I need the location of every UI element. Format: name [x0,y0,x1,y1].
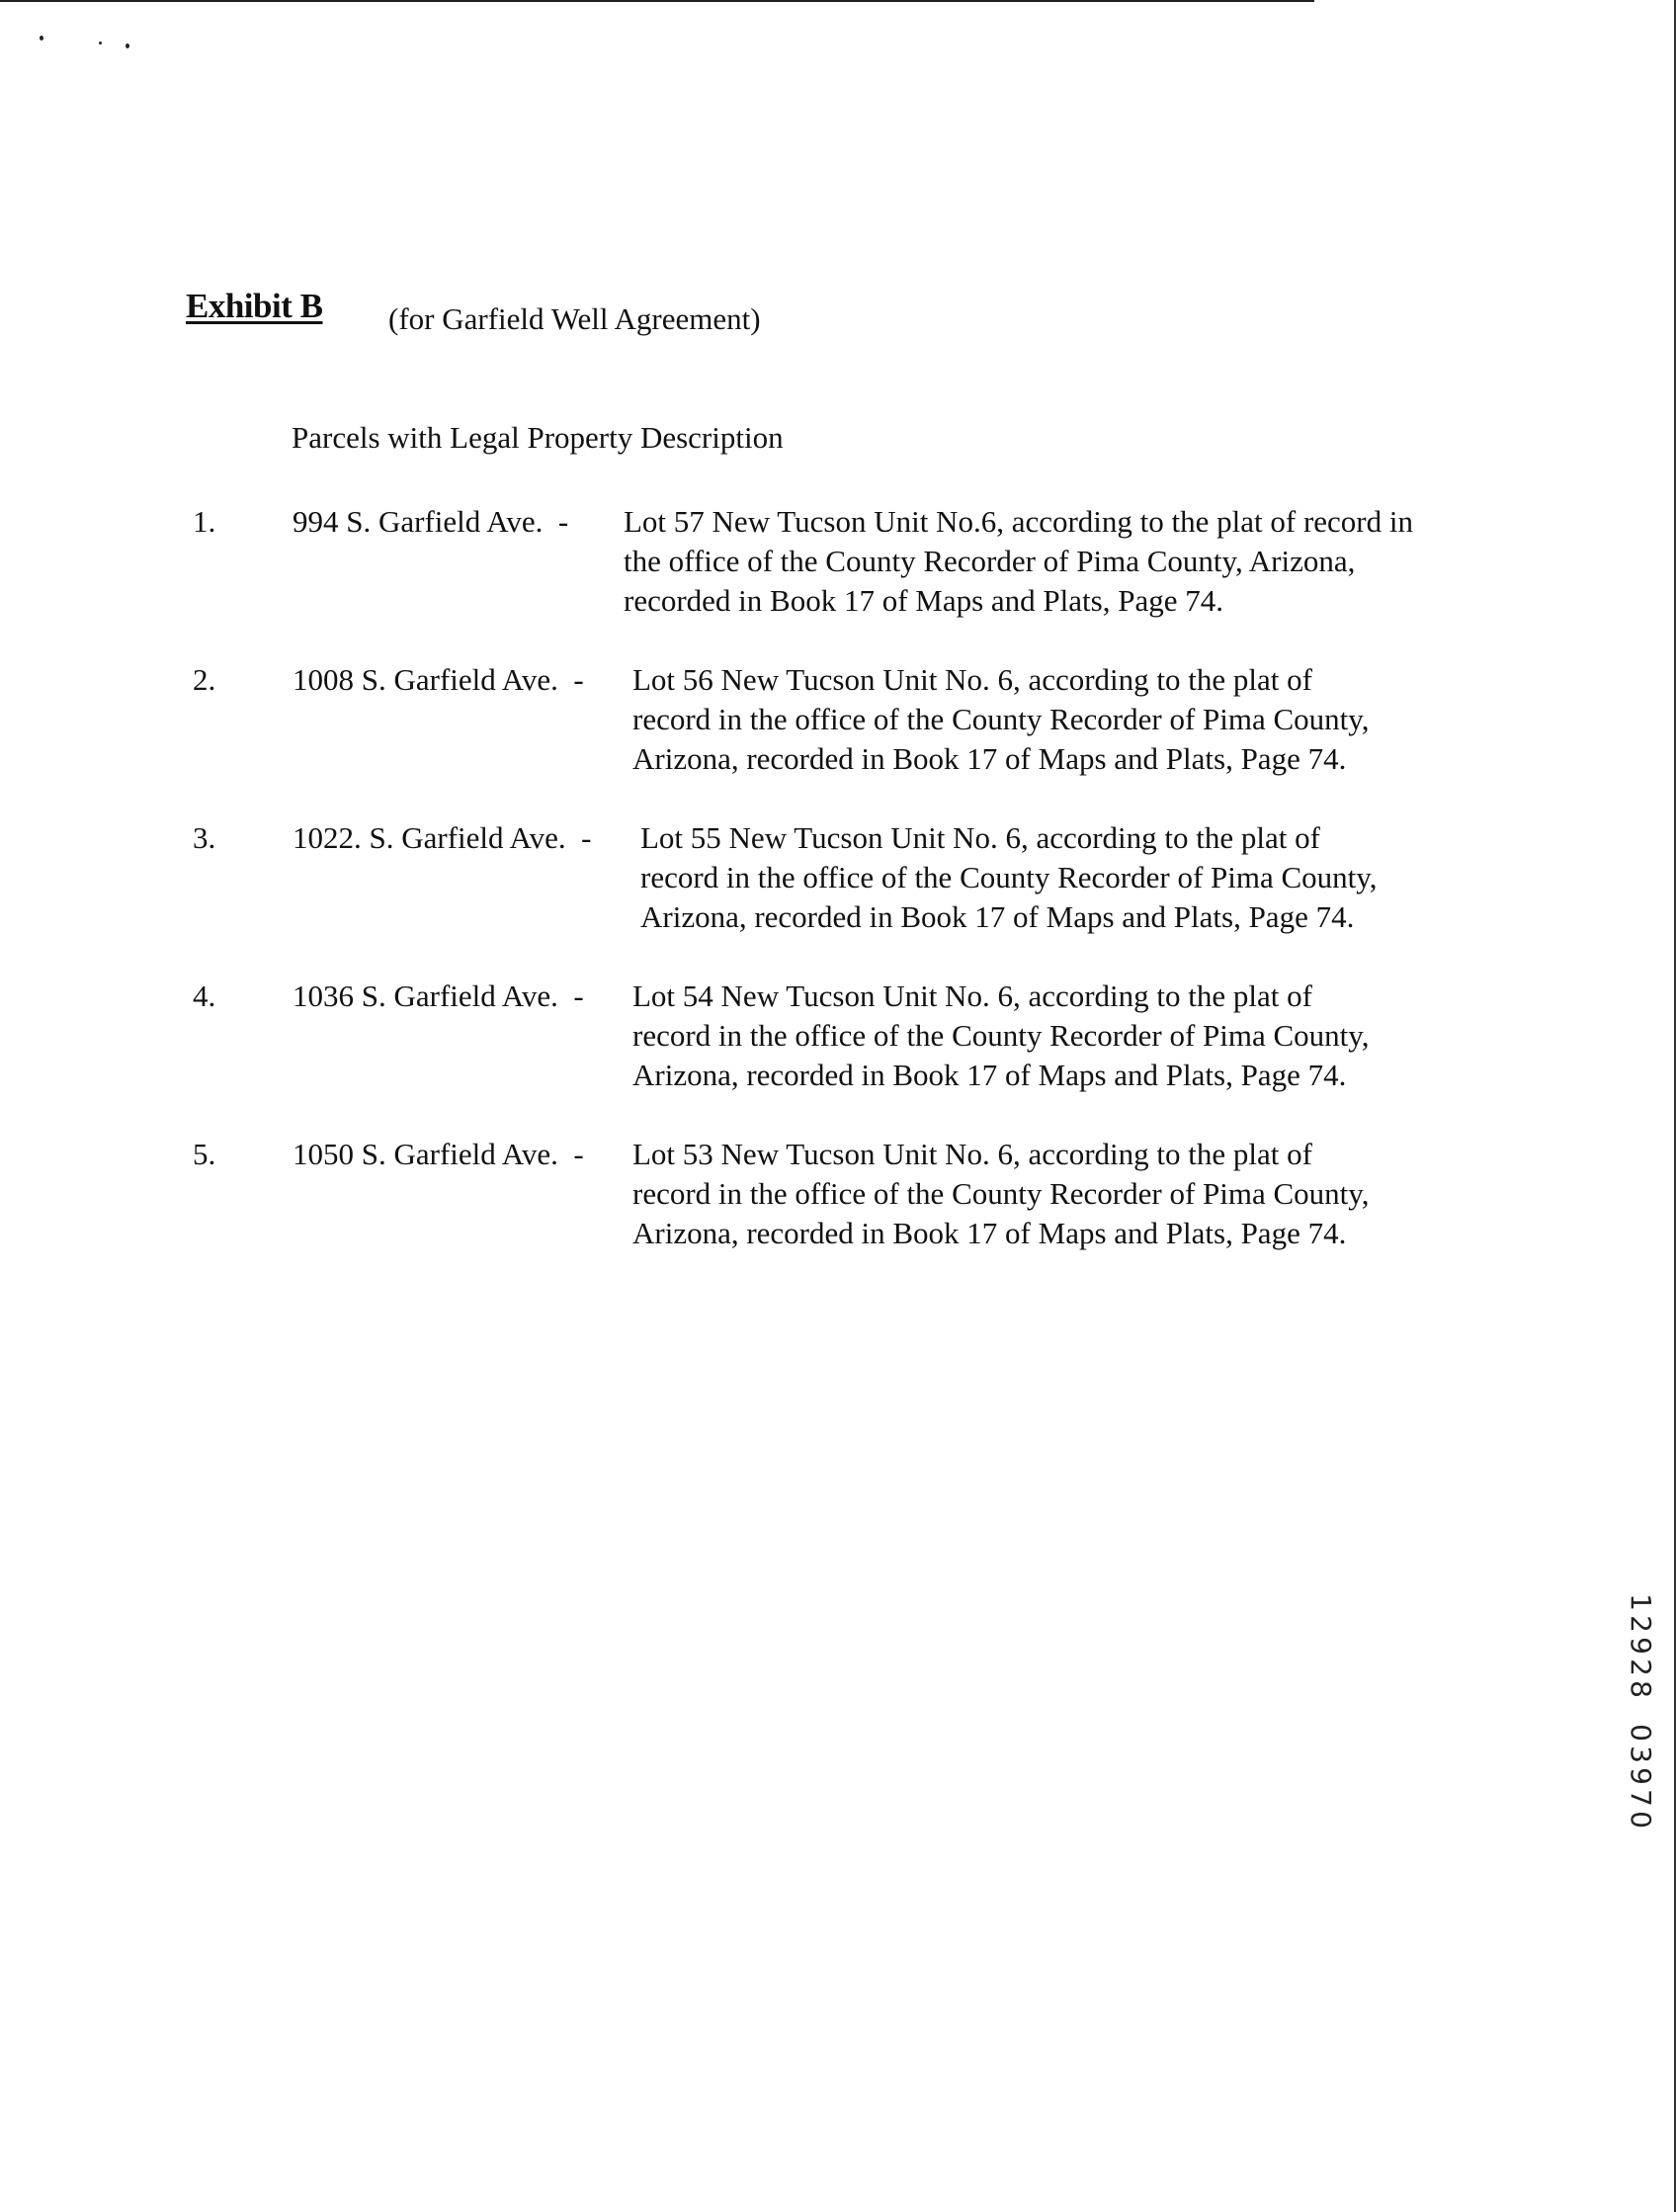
stamp-glyph: 1 [1625,1593,1657,1611]
parcel-number: 3. [193,820,216,855]
parcel-legal-description [632,660,1522,779]
parcel-address: 1036 S. Garfield Ave. - [293,978,584,1013]
exhibit-label: Exhibit B [186,287,323,325]
scan-speck [40,36,43,41]
parcel-legal-description [632,977,1522,1095]
description-line: Arizona, recorded in Book 17 of Maps and Plats, Page 74. [640,899,1355,934]
stamp-glyph: 9 [1625,1637,1657,1655]
section-heading: Parcels with Legal Property Description [292,420,784,455]
description-line: Lot 57 New Tucson Unit No.6, according to the plat of record in [624,504,1413,539]
description-line: Lot 53 New Tucson Unit No. 6, according to the plat of [632,1137,1312,1171]
stamp-glyph: 9 [1625,1767,1657,1785]
description-line: record in the office of the County Recorder of Pima County, [632,1176,1370,1211]
description-line: record in the office of the County Recorder of Pima County, [632,1018,1370,1053]
scan-speck [126,43,129,48]
parcel-address: 1050 S. Garfield Ave. - [293,1137,584,1171]
parcel-address: 994 S. Garfield Ave. - [293,504,569,539]
exhibit-subtitle: (for Garfield Well Agreement) [388,301,761,336]
parcel-number: 4. [193,978,216,1013]
parcel-number: 1. [193,504,216,539]
stamp-glyph: 8 [1625,1680,1657,1698]
recording-stamp [1621,1591,1660,1830]
description-line: record in the office of the County Recorder of Pima County, [632,702,1370,736]
parcel-legal-description [624,502,1513,621]
description-line: recorded in Book 17 of Maps and Plats, Page 74. [624,583,1223,618]
description-line: the office of the County Recorder of Pima County, Arizona, [624,544,1356,578]
description-line: Arizona, recorded in Book 17 of Maps and Plats, Page 74. [632,1216,1347,1250]
stamp-glyph: 7 [1625,1789,1657,1807]
parcel-address: 1008 S. Garfield Ave. - [293,662,584,697]
description-line: Lot 54 New Tucson Unit No. 6, according to the plat of [632,978,1312,1013]
scan-edge-top [0,0,1314,2]
parcel-number: 2. [193,662,216,697]
parcel-number: 5. [193,1137,216,1171]
stamp-glyph: 0 [1625,1811,1657,1829]
description-line: Lot 55 New Tucson Unit No. 6, according to the plat of [640,820,1320,855]
description-line: Arizona, recorded in Book 17 of Maps and Plats, Page 74. [632,741,1347,776]
parcel-legal-description [632,1135,1522,1253]
parcel-address: 1022. S. Garfield Ave. - [293,820,592,855]
description-line: record in the office of the County Recorder of Pima County, [640,860,1378,894]
stamp-glyph: 3 [1625,1745,1657,1763]
scan-speck [99,42,102,44]
stamp-glyph: 2 [1625,1659,1657,1676]
parcel-legal-description [640,818,1530,937]
stamp-glyph: 0 [1625,1724,1657,1742]
stamp-glyph: 2 [1625,1615,1657,1633]
description-line: Arizona, recorded in Book 17 of Maps and Plats, Page 74. [632,1058,1347,1092]
exhibit-title [186,287,322,326]
description-line: Lot 56 New Tucson Unit No. 6, according to the plat of [632,662,1312,697]
